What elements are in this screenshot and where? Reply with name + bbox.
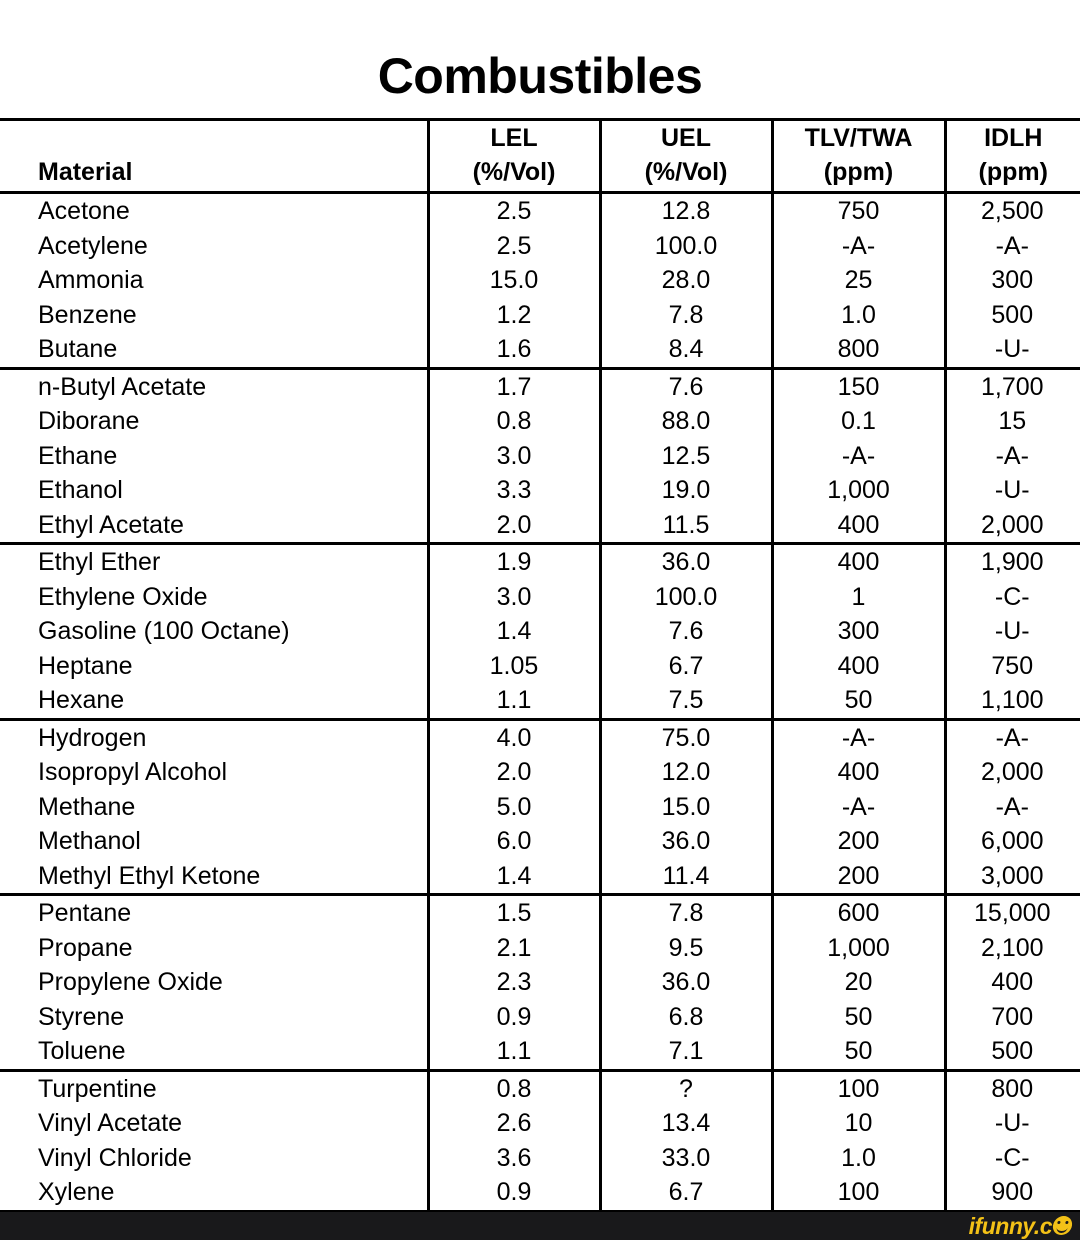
cell-uel: 7.8 (600, 298, 772, 333)
cell-idlh: 1,700 (945, 368, 1080, 404)
cell-material: Heptane (38, 651, 133, 680)
column-header-material (0, 120, 428, 193)
cell-tlv-twa: 20 (772, 965, 945, 1000)
cell-idlh: 500 (945, 298, 1080, 333)
cell-idlh: 2,000 (945, 755, 1080, 790)
cell-idlh: -C- (945, 580, 1080, 615)
cell-tlv-twa: 1.0 (772, 1141, 945, 1176)
cell-tlv-twa: 1,000 (772, 473, 945, 508)
cell-uel: 7.1 (600, 1034, 772, 1070)
page-title: Combustibles (377, 47, 703, 104)
cell-lel: 1.6 (428, 332, 600, 368)
column-header-lel-unit: (%/Vol) (472, 158, 556, 186)
cell-lel: 3.6 (428, 1141, 600, 1176)
cell-tlv-twa: -A- (772, 439, 945, 474)
cell-material: Diborane (38, 407, 140, 435)
cell-material: Methane (38, 792, 136, 821)
table-row (0, 859, 1080, 895)
cell-material: Propane (38, 933, 133, 962)
cell-uel: 36.0 (600, 824, 772, 859)
cell-lel: 2.6 (428, 1106, 600, 1141)
column-header-uel-label: UEL (661, 124, 711, 152)
header-row (0, 120, 1080, 193)
table-row (0, 332, 1080, 368)
cell-lel: 1.5 (428, 895, 600, 931)
table-row (0, 683, 1080, 719)
cell-uel: 100.0 (600, 580, 772, 615)
cell-uel: 6.7 (600, 1175, 772, 1211)
cell-tlv-twa: 50 (772, 1000, 945, 1035)
cell-lel: 1.05 (428, 649, 600, 684)
table-row (0, 719, 1080, 755)
cell-tlv-twa: 200 (772, 824, 945, 859)
table-row (0, 263, 1080, 298)
cell-material: Xylene (0, 1175, 428, 1211)
cell-idlh: 1,900 (945, 544, 1080, 580)
cell-uel: 11.4 (600, 859, 772, 895)
table-row (0, 1175, 1080, 1211)
cell-idlh: 15,000 (945, 895, 1080, 931)
cell-idlh: 400 (945, 965, 1080, 1000)
column-header-lel-label: LEL (490, 124, 538, 152)
column-header-tlv-twa-label: TLV/TWA (804, 124, 913, 152)
cell-material: Acetylene (38, 231, 148, 260)
cell-material: Pentane (38, 899, 132, 927)
table-header (0, 120, 1080, 193)
footer-watermark-band (0, 1212, 1080, 1240)
table-row (0, 790, 1080, 825)
cell-lel: 2.1 (428, 931, 600, 966)
cell-material: Benzene (38, 300, 137, 329)
cell-lel: 2.5 (428, 229, 600, 264)
cell-uel: 36.0 (600, 965, 772, 1000)
cell-idlh: 2,500 (945, 193, 1080, 229)
cell-material: Hexane (0, 683, 428, 719)
cell-tlv-twa: 400 (772, 755, 945, 790)
cell-lel: 1.7 (428, 368, 600, 404)
cell-lel: 0.9 (428, 1175, 600, 1211)
cell-idlh: 500 (945, 1034, 1080, 1070)
column-header-tlv-twa-unit: (ppm) (823, 158, 894, 186)
table-row (0, 965, 1080, 1000)
cell-material: Ethanol (38, 476, 123, 504)
table-row (0, 895, 1080, 931)
column-header-uel-unit: (%/Vol) (644, 158, 728, 186)
cell-tlv-twa: 25 (772, 263, 945, 298)
cell-material: Butane (0, 332, 428, 368)
cell-uel: 33.0 (600, 1141, 772, 1176)
table-row (0, 931, 1080, 966)
table-row (0, 508, 1080, 544)
cell-uel: 12.0 (600, 755, 772, 790)
cell-tlv-twa: -A- (772, 229, 945, 264)
cell-material: Acetone (38, 197, 130, 225)
cell-lel: 3.0 (428, 580, 600, 615)
cell-material: Propylene Oxide (38, 968, 223, 996)
cell-tlv-twa: 200 (772, 859, 945, 895)
cell-uel: 100.0 (600, 229, 772, 264)
cell-tlv-twa: 150 (772, 368, 945, 404)
cell-material: Methyl Ethyl Ketone (0, 859, 428, 895)
cell-idlh: 900 (945, 1175, 1080, 1211)
cell-lel: 15.0 (428, 263, 600, 298)
table-row (0, 1106, 1080, 1141)
cell-lel: 2.5 (428, 193, 600, 229)
cell-idlh: 700 (945, 1000, 1080, 1035)
cell-material: Hydrogen (38, 723, 147, 752)
cell-uel: 75.0 (600, 719, 772, 755)
cell-idlh: 750 (945, 649, 1080, 684)
cell-material: Ethyl Ether (38, 548, 161, 576)
cell-idlh: -A- (945, 439, 1080, 474)
cell-idlh: 1,100 (945, 683, 1080, 719)
table-body (0, 193, 1080, 1212)
cell-lel: 1.1 (428, 683, 600, 719)
cell-material: Methanol (38, 827, 141, 855)
table-row (0, 544, 1080, 580)
combustibles-table-container (0, 118, 1080, 1213)
cell-tlv-twa: 10 (772, 1106, 945, 1141)
cell-idlh: -C- (945, 1141, 1080, 1176)
cell-tlv-twa: 50 (772, 683, 945, 719)
cell-tlv-twa: 1.0 (772, 298, 945, 333)
cell-idlh: -U- (945, 473, 1080, 508)
cell-idlh: -A- (945, 229, 1080, 264)
column-header-material-label: Material (38, 158, 133, 186)
column-header-tlv-twa (772, 120, 945, 193)
cell-idlh: 3,000 (945, 859, 1080, 895)
cell-uel: 7.8 (600, 895, 772, 931)
ifunny-watermark (969, 1212, 1072, 1240)
cell-idlh: 2,000 (945, 508, 1080, 544)
cell-tlv-twa: 1 (772, 580, 945, 615)
cell-lel: 1.1 (428, 1034, 600, 1070)
cell-uel: 19.0 (600, 473, 772, 508)
cell-tlv-twa: 600 (772, 895, 945, 931)
cell-uel: 6.8 (600, 1000, 772, 1035)
column-header-idlh-unit: (ppm) (978, 158, 1048, 186)
table-row (0, 439, 1080, 474)
cell-uel: 28.0 (600, 263, 772, 298)
cell-lel: 1.2 (428, 298, 600, 333)
cell-tlv-twa: 750 (772, 193, 945, 229)
cell-material: Toluene (0, 1034, 428, 1070)
cell-tlv-twa: 400 (772, 649, 945, 684)
cell-idlh: -A- (945, 719, 1080, 755)
cell-idlh: 6,000 (945, 824, 1080, 859)
cell-lel: 2.0 (428, 508, 600, 544)
cell-material: Ethylene Oxide (38, 582, 208, 611)
cell-uel: 9.5 (600, 931, 772, 966)
cell-idlh: -U- (945, 332, 1080, 368)
cell-uel: 88.0 (600, 404, 772, 439)
combustibles-table (0, 118, 1080, 1213)
cell-tlv-twa: 800 (772, 332, 945, 368)
cell-idlh: 800 (945, 1070, 1080, 1106)
cell-uel: 15.0 (600, 790, 772, 825)
table-row (0, 824, 1080, 859)
cell-tlv-twa: 100 (772, 1070, 945, 1106)
cell-material: Turpentine (38, 1074, 157, 1103)
cell-uel: ? (600, 1070, 772, 1106)
cell-uel: 12.5 (600, 439, 772, 474)
cell-material: n-Butyl Acetate (38, 372, 207, 401)
cell-lel: 1.4 (428, 859, 600, 895)
cell-uel: 13.4 (600, 1106, 772, 1141)
cell-uel: 8.4 (600, 332, 772, 368)
smiley-face-icon (1052, 1216, 1074, 1235)
table-row (0, 580, 1080, 615)
cell-material: Ethyl Acetate (0, 508, 428, 544)
cell-material: Isopropyl Alcohol (38, 758, 228, 786)
cell-lel: 5.0 (428, 790, 600, 825)
cell-lel: 3.3 (428, 473, 600, 508)
cell-uel: 11.5 (600, 508, 772, 544)
column-header-idlh (945, 120, 1080, 193)
cell-tlv-twa: 400 (772, 508, 945, 544)
cell-idlh: -U- (945, 614, 1080, 649)
cell-lel: 4.0 (428, 719, 600, 755)
cell-material: Styrene (38, 1002, 125, 1031)
table-row (0, 1034, 1080, 1070)
cell-uel: 7.6 (600, 614, 772, 649)
ifunny-watermark-text: ifunny.c (968, 1213, 1052, 1239)
cell-uel: 12.8 (600, 193, 772, 229)
column-header-lel (428, 120, 600, 193)
cell-tlv-twa: 0.1 (772, 404, 945, 439)
cell-tlv-twa: -A- (772, 790, 945, 825)
cell-uel: 7.6 (600, 368, 772, 404)
cell-tlv-twa: 100 (772, 1175, 945, 1211)
table-row (0, 755, 1080, 790)
cell-tlv-twa: -A- (772, 719, 945, 755)
table-row (0, 649, 1080, 684)
cell-idlh: -U- (945, 1106, 1080, 1141)
cell-lel: 3.0 (428, 439, 600, 474)
table-row (0, 193, 1080, 229)
table-row (0, 368, 1080, 404)
cell-material: Ethane (38, 441, 118, 470)
table-row (0, 473, 1080, 508)
column-header-uel (600, 120, 772, 193)
table-row (0, 404, 1080, 439)
cell-lel: 0.8 (428, 1070, 600, 1106)
cell-lel: 1.4 (428, 614, 600, 649)
table-row (0, 1070, 1080, 1106)
cell-idlh: 300 (945, 263, 1080, 298)
table-row (0, 1000, 1080, 1035)
cell-uel: 36.0 (600, 544, 772, 580)
cell-lel: 0.8 (428, 404, 600, 439)
table-row (0, 614, 1080, 649)
cell-lel: 6.0 (428, 824, 600, 859)
column-header-idlh-label: IDLH (984, 124, 1043, 152)
cell-lel: 0.9 (428, 1000, 600, 1035)
cell-uel: 7.5 (600, 683, 772, 719)
table-row (0, 1141, 1080, 1176)
table-row (0, 229, 1080, 264)
cell-material: Vinyl Chloride (38, 1143, 192, 1172)
cell-tlv-twa: 1,000 (772, 931, 945, 966)
cell-lel: 1.9 (428, 544, 600, 580)
cell-material: Ammonia (38, 266, 144, 294)
cell-idlh: 15 (945, 404, 1080, 439)
cell-idlh: -A- (945, 790, 1080, 825)
cell-uel: 6.7 (600, 649, 772, 684)
cell-tlv-twa: 300 (772, 614, 945, 649)
cell-lel: 2.0 (428, 755, 600, 790)
table-row (0, 298, 1080, 333)
cell-material: Vinyl Acetate (38, 1109, 183, 1137)
cell-tlv-twa: 50 (772, 1034, 945, 1070)
cell-tlv-twa: 400 (772, 544, 945, 580)
cell-idlh: 2,100 (945, 931, 1080, 966)
cell-material: Gasoline (100 Octane) (38, 617, 290, 645)
cell-lel: 2.3 (428, 965, 600, 1000)
